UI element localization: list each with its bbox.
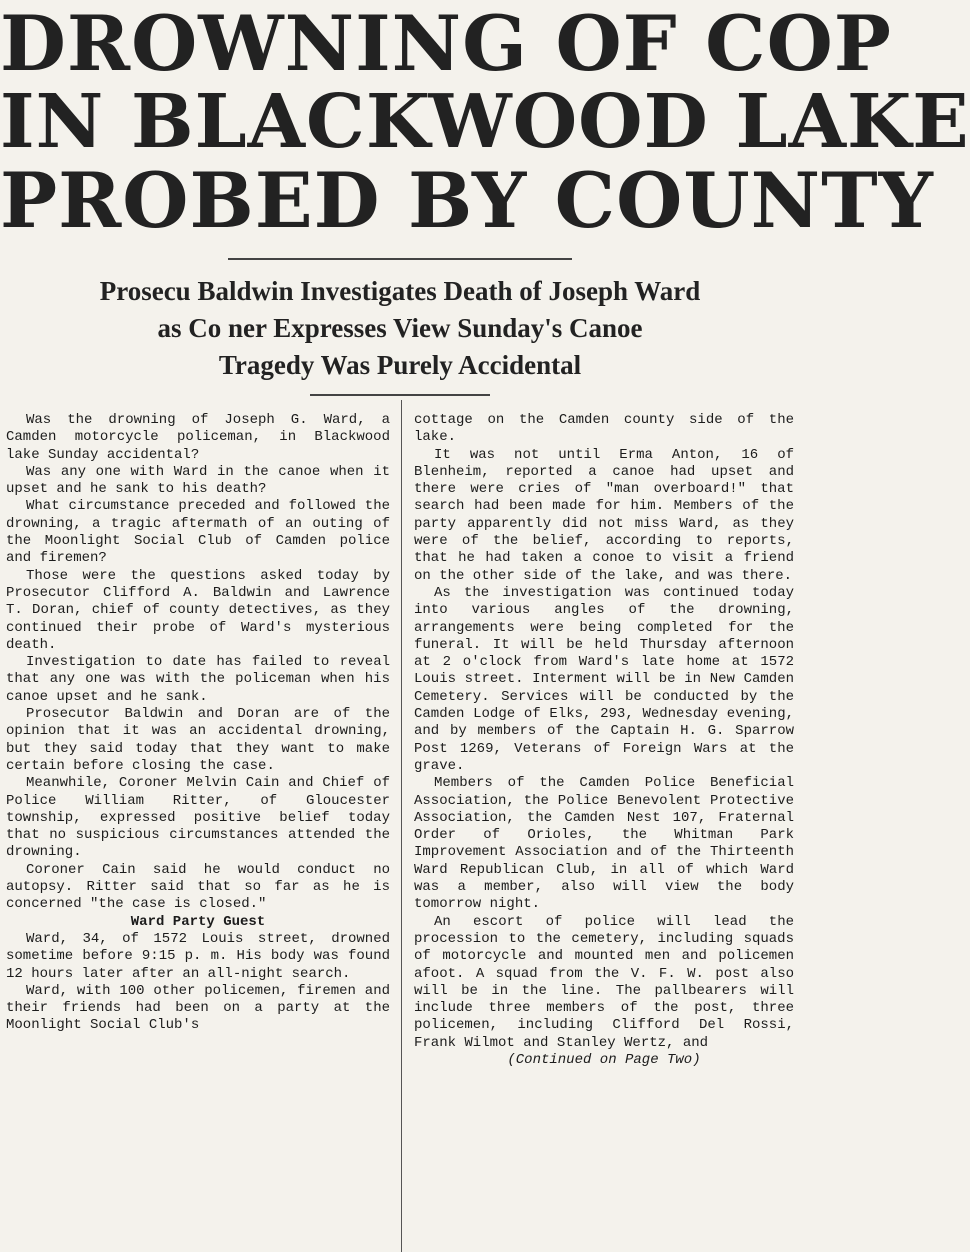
- paragraph: As the investigation was continued today into various angles of the drowning, arrangements were being completed for the funeral. It will be held Thursday afternoon at 2 o'clock from Ward's late home at 1572 Louis street. Interment will be in New Camden Cemetery. Services will be conducted by the Camden Lodge of Elks, 293, Wednesday evening, and by members of the Captain H. G. Sparrow Post 1269, Veterans of Foreign Wars at the grave.: [414, 584, 794, 774]
- headline-line-2: IN BLACKWOOD LAKE: [0, 79, 970, 165]
- paragraph: Prosecutor Baldwin and Doran are of the opinion that it was an accidental drowning, but they said today that they want to make certain before closing the case.: [6, 706, 390, 774]
- paragraph: Coroner Cain said he would conduct no autopsy. Ritter said that so far as he is concerned "the case is closed.": [6, 861, 390, 913]
- column-divider: [401, 400, 402, 1252]
- paragraph: Those were the questions asked today by Prosecutor Clifford A. Baldwin and Lawrence T. Doran, chief of county detectives, as they continued their probe of Ward's mysterious death.: [6, 567, 390, 653]
- continued-notice: (Continued on Page Two): [507, 1051, 701, 1068]
- paragraph: Was any one with Ward in the canoe when it upset and he sank to his death?: [6, 463, 390, 498]
- paragraph: Meanwhile, Coroner Melvin Cain and Chief of Police William Ritter, of Gloucester township, expressed positive belief today that no suspicious circumstances attended the drowning.: [6, 775, 390, 861]
- paragraph: Ward, 34, of 1572 Louis street, drowned sometime before 9:15 p. m. His body was found 12 hours later after an all-night search.: [6, 930, 390, 982]
- headline-line-3: PROBED BY COUNTY: [0, 156, 934, 245]
- headline-line-1: DROWNING OF COP: [0, 0, 892, 88]
- paragraph: cottage on the Camden county side of the lake.: [414, 412, 794, 446]
- paragraph: Members of the Camden Police Beneficial Association, the Police Benevolent Protective Association, the Camden Nest 107, Fraternal Order of Orioles, the Whitman Park Improvement Association and of the Thirteenth Ward Republican Club, in all of which Ward was a member, also will view the body tomorrow night.: [414, 775, 794, 913]
- article-column-right: [414, 412, 794, 1248]
- paragraph: Investigation to date has failed to reveal that any one was with the policeman when his canoe upset and he sank.: [6, 654, 390, 705]
- deck-line-1: Prosecu Baldwin Investigates Death of Joseph Ward: [99, 276, 701, 306]
- deck-divider: [310, 394, 490, 396]
- deck-line-2: as Co ner Expresses View Sunday's Canoe: [157, 313, 643, 343]
- headline-divider: [228, 258, 572, 260]
- paragraph: Was the drowning of Joseph G. Ward, a Camden motorcycle policeman, in Blackwood lake Sunday accidental?: [6, 412, 390, 463]
- paragraph: An escort of police will lead the procession to the cemetery, including squads of motorcycle and mounted men and policemen afoot. A squad from the V. F. W. post also will be in the line. The pallbearers will include three members of the post, three policemen, including Clifford Del Rossi, Frank Wilmot and Stanley Wertz, and: [414, 913, 794, 1051]
- subhead: Ward Party Guest: [130, 913, 266, 930]
- paragraph: Ward, with 100 other policemen, firemen and their friends had been on a party at the Moonlight Social Club's: [6, 982, 390, 1034]
- article-column-left: [6, 412, 390, 1248]
- deck-line-3: Tragedy Was Purely Accidental: [218, 350, 582, 380]
- paragraph: What circumstance preceded and followed the drowning, a tragic aftermath of an outing of the Moonlight Social Club of Camden police and firemen?: [6, 498, 390, 567]
- paragraph: It was not until Erma Anton, 16 of Blenheim, reported a canoe had upset and there were cries of "man overboard!" that search had been made for him. Members of the party apparently did not miss Ward, as they were of the belief, according to reports, that he had taken a conoe to visit a friend on the other side of the lake, and was there.: [414, 446, 794, 584]
